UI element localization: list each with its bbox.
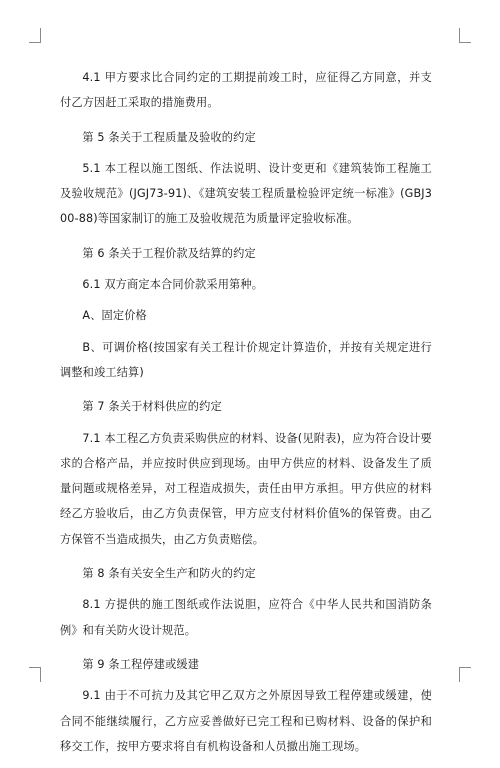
option-a-fixed-price: A、固定价格	[82, 309, 147, 323]
option-b-adjustable-price: B、可调价格(按国家有关工程计价规定计算造价，并按有关规定进行调整和竣工结算)	[60, 340, 432, 379]
document-body	[60, 65, 432, 768]
clause-9-1-paragraph: 9.1 由于不可抗力及其它甲乙双方之外原因导致工程停建或缓建，使合同不能继续履行，乙方应妥善做好已完工程和已购材料、设备的保护和移交工作，按甲方要求将自有机构设备和人员撤出施工现场。	[60, 689, 432, 753]
article-6-heading: 第 6 条关于工程价款及结算的约定	[82, 246, 256, 260]
clause-5-1-paragraph: 5.1 本工程以施工图纸、作法说明、设计变更和《建筑装饰工程施工及验收规范》(JGJ73-91)、《建筑安装工程质量检验评定统一标准》(GBJ300-88)等国家制订的施工及验收规范为质量评定验收标准。	[60, 161, 432, 226]
article-7-heading: 第 7 条关于材料供应的约定	[82, 400, 222, 414]
clause-4-1-paragraph: 4.1 甲方要求比合同约定的工期提前竣工时，应征得乙方同意，并支付乙方因赶工采取的措施费用。	[60, 71, 432, 110]
clause-6-1-paragraph: 6.1 双方商定本合同价款采用第种。	[82, 278, 264, 292]
crop-mark-bottom-right	[459, 667, 471, 682]
article-8-heading: 第 8 条有关安全生产和防火的约定	[82, 567, 256, 581]
article-5-heading: 第 5 条关于工程质量及验收的约定	[82, 130, 256, 144]
crop-mark-top-right	[459, 28, 471, 43]
crop-mark-top-left	[29, 28, 41, 43]
clause-7-1-paragraph: 7.1 本工程乙方负责采购供应的材料、设备(见附表)，应为符合设计要求的合格产品，并应按时供应到现场。由甲方供应的材料、设备发生了质量问题或规格差异，对工程造成损失，责任由甲方承担。甲方供应的材料经乙方验收后，由乙方负责保管，甲方应支付材料价值%的保管费。由乙方保管不当造成损失，由乙方负责赔偿。	[60, 431, 432, 546]
clause-8-1-paragraph: 8.1 方提供的施工图纸或作法说胆，应符合《中华人民共和国消防条例》和有关防火设计规范。	[60, 598, 432, 637]
crop-mark-bottom-left	[29, 667, 41, 682]
article-9-heading: 第 9 条工程停建或缓建	[82, 657, 200, 671]
